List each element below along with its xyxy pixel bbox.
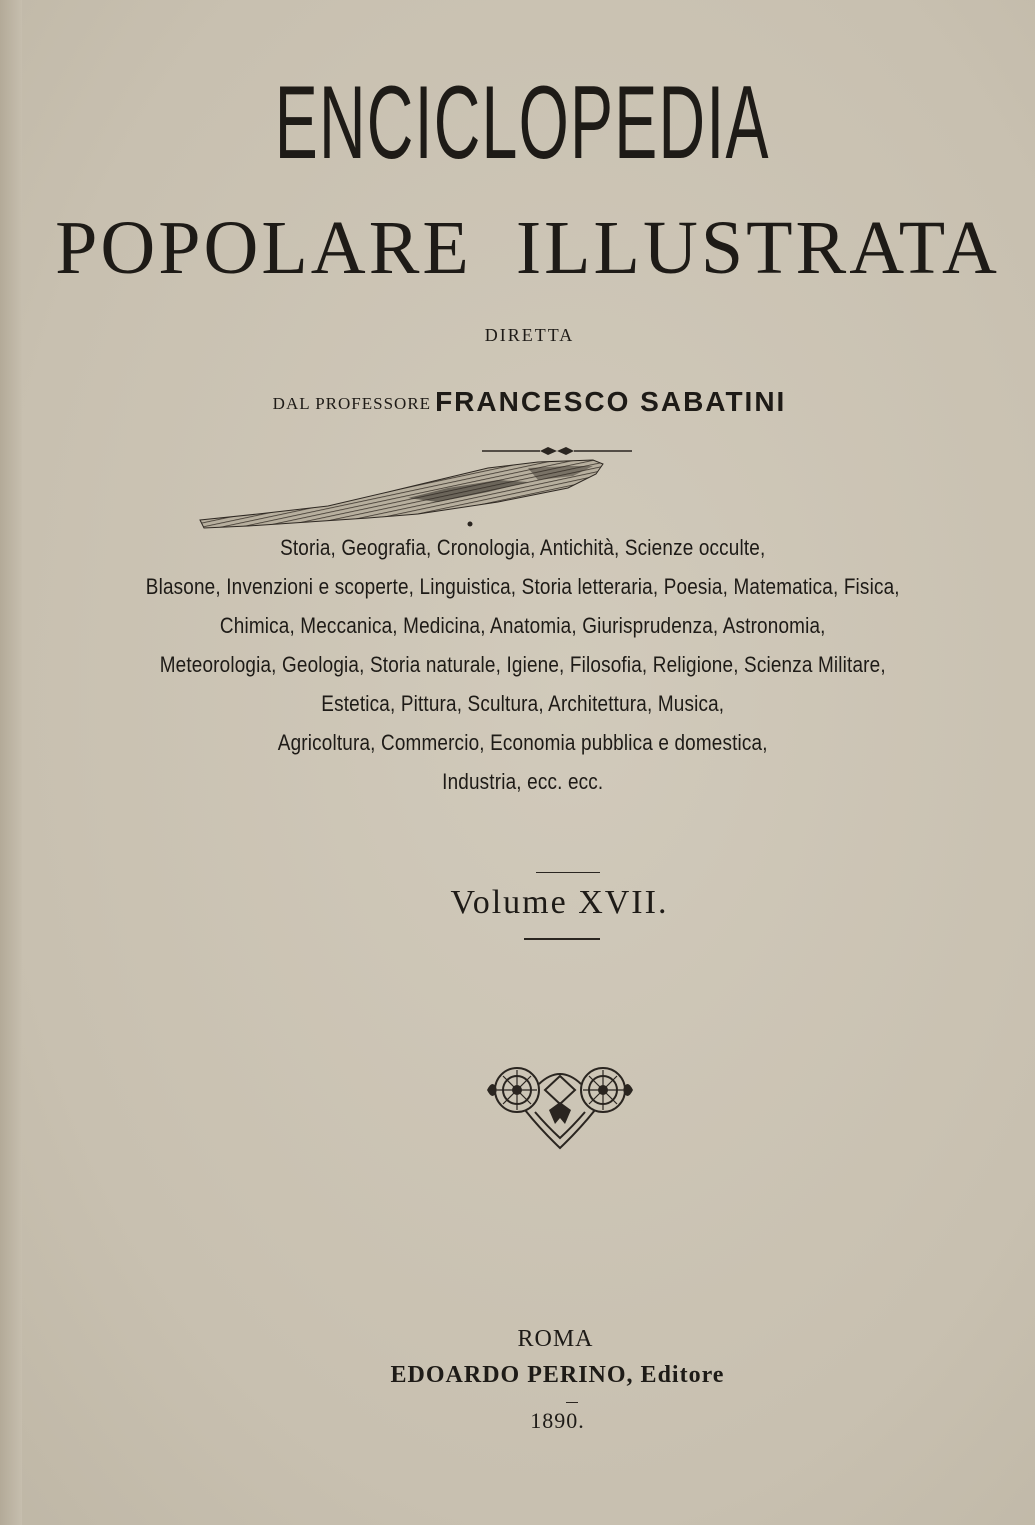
editor-prefix: DAL PROFESSORE bbox=[272, 394, 432, 413]
subjects-list bbox=[78, 528, 968, 801]
editor-name: FRANCESCO SABATINI bbox=[435, 386, 787, 417]
title-line-1: ENCICLOPEDIA bbox=[274, 65, 770, 181]
subjects-line: Meteorologia, Geologia, Storia naturale, Igiene, Filosofia, Religione, Scienza Militare, bbox=[159, 652, 886, 677]
torn-engraving-strip-icon bbox=[198, 458, 608, 530]
subjects-line: Blasone, Invenzioni e scoperte, Linguistica, Storia letteraria, Poesia, Matematica, Fisica, bbox=[145, 574, 900, 599]
volume-rule-bottom bbox=[524, 938, 600, 940]
editor-line bbox=[12, 386, 1035, 418]
title-word-illustrata: ILLUSTRATA bbox=[515, 206, 1000, 290]
subjects-line: Storia, Geografia, Cronologia, Antichità, Scienze occulte, bbox=[280, 535, 766, 560]
subjects-line: Chimica, Meccanica, Medicina, Anatomia, Giurisprudenza, Astronomia, bbox=[219, 613, 826, 638]
printers-device-emblem-icon bbox=[485, 1060, 635, 1152]
imprint-publisher: EDOARDO PERINO, Editore bbox=[390, 1362, 725, 1388]
volume-label: Volume XVII. bbox=[450, 884, 669, 921]
diretta-label: DIRETTA bbox=[484, 325, 575, 345]
title-line-2 bbox=[10, 206, 1035, 290]
imprint-year: 1890. bbox=[530, 1408, 585, 1433]
subjects-line: Industria, ecc. ecc. bbox=[442, 769, 604, 794]
volume-rule-top bbox=[536, 872, 600, 873]
imprint-dash bbox=[566, 1402, 578, 1403]
subjects-line: Estetica, Pittura, Scultura, Architettura, Musica, bbox=[321, 691, 725, 716]
imprint-city: ROMA bbox=[517, 1326, 594, 1352]
subjects-line: Agricoltura, Commercio, Economia pubblica e domestica, bbox=[277, 730, 768, 755]
title-word-popolare: POPOLARE bbox=[55, 206, 472, 290]
dash-ornament-icon bbox=[482, 444, 632, 458]
